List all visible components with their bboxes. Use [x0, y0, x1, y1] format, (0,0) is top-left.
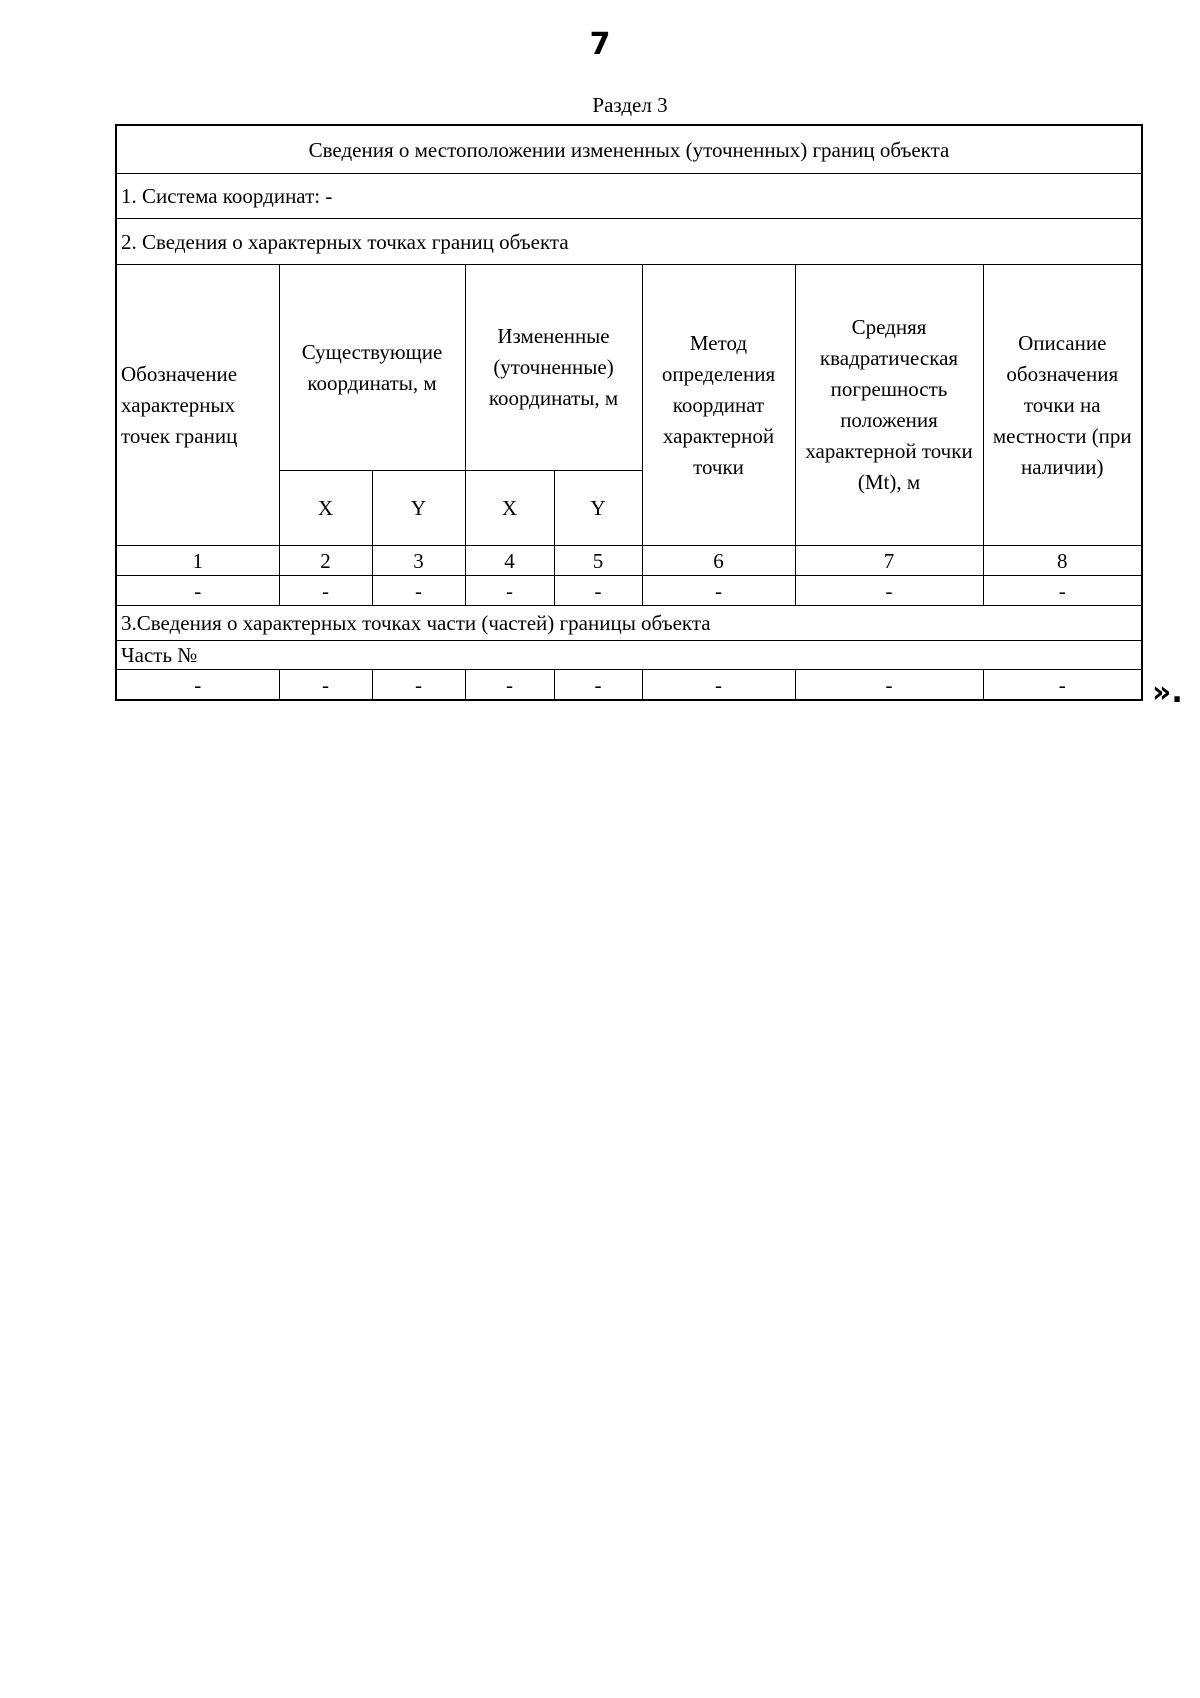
table-row [116, 670, 1142, 701]
table-cell: - [465, 670, 554, 701]
closing-quote-mark: ». [1152, 675, 1183, 710]
column-number: 1 [116, 546, 279, 576]
table-cell: - [983, 576, 1142, 606]
boundary-points-table [115, 124, 1143, 701]
header-mean-error: Средняя квадратическая погрешность положения характерной точки (Mt), м [795, 265, 983, 546]
section3-title-row [116, 606, 1142, 641]
table-cell: - [279, 576, 372, 606]
table-cell: - [554, 576, 642, 606]
header-method: Метод определения координат характерной точки [642, 265, 795, 546]
table-cell: - [372, 576, 465, 606]
table-cell: - [279, 670, 372, 701]
column-numbers-row [116, 546, 1142, 576]
table-title-row [116, 125, 1142, 174]
table-row [116, 576, 1142, 606]
table-cell: - [116, 670, 279, 701]
column-number: 4 [465, 546, 554, 576]
column-number: 5 [554, 546, 642, 576]
column-number: 2 [279, 546, 372, 576]
section3-title: 3.Сведения о характерных точках части (частей) границы объекта [116, 606, 1142, 641]
column-number: 3 [372, 546, 465, 576]
table-cell: - [983, 670, 1142, 701]
section2-title: 2. Сведения о характерных точках границ объекта [116, 219, 1142, 265]
coordinate-system: 1. Система координат: - [116, 174, 1142, 219]
header-existing-y: Y [372, 471, 465, 546]
table-cell: - [465, 576, 554, 606]
column-number: 8 [983, 546, 1142, 576]
table-cell: - [642, 670, 795, 701]
table-cell: - [116, 576, 279, 606]
header-row [116, 265, 1142, 471]
header-description: Описание обозначения точки на местности (при наличии) [983, 265, 1142, 546]
column-number: 6 [642, 546, 795, 576]
table-cell: - [795, 576, 983, 606]
table-cell: - [795, 670, 983, 701]
column-number: 7 [795, 546, 983, 576]
header-changed-x: X [465, 471, 554, 546]
header-existing-x: X [279, 471, 372, 546]
table-cell: - [372, 670, 465, 701]
part-label: Часть № [116, 641, 1142, 670]
header-changed-coords: Измененные (уточненные) координаты, м [465, 265, 642, 471]
table-title: Сведения о местоположении измененных (уточненных) границ объекта [116, 125, 1142, 174]
section-label: Раздел 3 [592, 93, 668, 117]
section2-title-row [116, 219, 1142, 265]
header-point-designation: Обозначение характерных точек границ [116, 265, 279, 546]
header-changed-y: Y [554, 471, 642, 546]
table-cell: - [642, 576, 795, 606]
header-existing-coords: Существующие координаты, м [279, 265, 465, 471]
table-cell: - [554, 670, 642, 701]
page-number: 7 [589, 27, 611, 62]
coordinate-system-row [116, 174, 1142, 219]
part-label-row [116, 641, 1142, 670]
